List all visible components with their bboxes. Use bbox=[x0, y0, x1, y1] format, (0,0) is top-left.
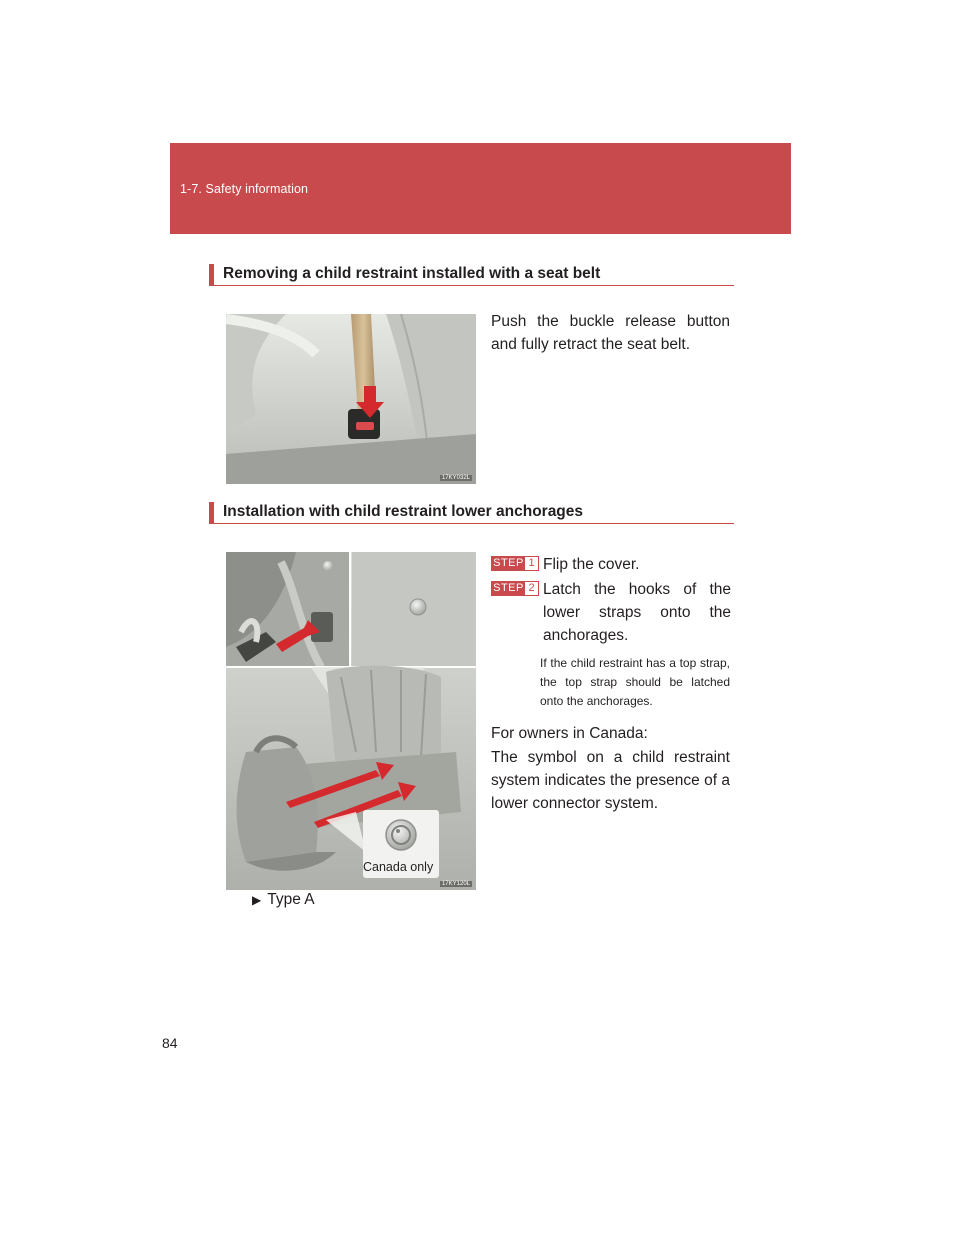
header-band bbox=[170, 143, 791, 234]
lower-anchorage-figure bbox=[226, 552, 476, 890]
section2-title: Installation with child restraint lower anchorages bbox=[223, 503, 584, 520]
heading-bar bbox=[209, 502, 214, 524]
page-number: 84 bbox=[162, 1035, 178, 1051]
section1-body: Push the buckle release button and fully retract the seat belt. bbox=[491, 313, 730, 353]
step-badge: STEP 2 bbox=[491, 581, 539, 596]
canada-only-label: Canada only bbox=[363, 860, 434, 874]
canada-body: The symbol on a child restraint system indicates the presence of a lower connector system. bbox=[491, 749, 730, 812]
figure-code: 17KY120L bbox=[441, 881, 470, 887]
step-2 bbox=[491, 578, 731, 648]
heading-bar bbox=[209, 264, 214, 286]
triangle-bullet-icon: ▶ bbox=[252, 893, 262, 907]
section1-heading bbox=[209, 264, 734, 286]
seat-belt-figure bbox=[226, 314, 476, 484]
step-badge: STEP 1 bbox=[491, 556, 539, 571]
lower-anchorage-illustration bbox=[226, 552, 476, 890]
figure-code: 17KY032L bbox=[441, 475, 470, 481]
type-a-bullet: ▶ Type A bbox=[252, 891, 315, 908]
section-title: 1-7. Safety information bbox=[180, 182, 309, 196]
section1-title: Removing a child restraint installed with a seat belt bbox=[223, 265, 601, 282]
canada-heading: For owners in Canada: bbox=[491, 725, 648, 742]
top-strap-note: If the child restraint has a top strap, the top strap should be latched onto the anchorages. bbox=[540, 656, 730, 708]
seat-belt-illustration bbox=[226, 314, 476, 484]
section2-heading bbox=[209, 502, 734, 524]
step-1 bbox=[491, 553, 731, 576]
step-text: Flip the cover. bbox=[543, 556, 640, 573]
step-text: Latch the hooks of the lower straps onto the anchorages. bbox=[543, 581, 731, 644]
